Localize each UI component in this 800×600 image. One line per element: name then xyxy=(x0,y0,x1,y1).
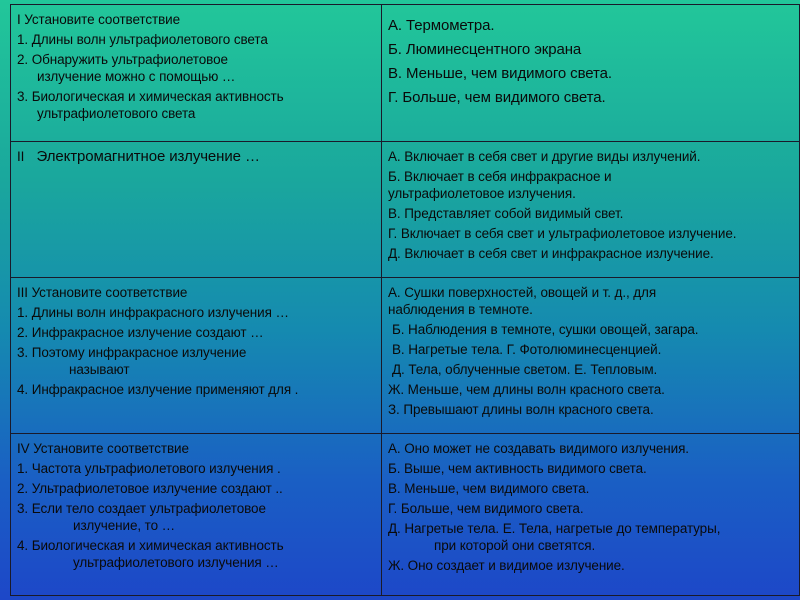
answer-option: Б. Люминесцентного экрана xyxy=(388,41,582,58)
answer-option: А. Включает в себя свет и другие виды излучений. xyxy=(388,149,701,164)
table-row xyxy=(11,142,800,278)
question-cell xyxy=(11,434,382,596)
answer-option: Ж. Оно создает и видимое излучение. xyxy=(388,558,625,573)
list-item-continuation: излучение, то … xyxy=(73,518,176,533)
answer-option: Г. Включает в себя свет и ультрафиолетовое излучение. xyxy=(388,226,737,241)
cell-heading: III Установите соответствие xyxy=(17,285,188,300)
list-item-continuation: называют xyxy=(69,362,130,377)
list-item: 1. Длины волн инфракрасного излучения … xyxy=(17,305,289,320)
question-cell xyxy=(11,278,382,434)
list-item: 1. Частота ультрафиолетового излучения . xyxy=(17,461,281,476)
section-number: II xyxy=(17,149,25,164)
list-item: 3. Если тело создает ультрафиолетовое xyxy=(17,501,266,516)
answer-option: Д. Тела, облученные светом. Е. Тепловым. xyxy=(392,362,658,377)
answer-option: В. Представляет собой видимый свет. xyxy=(388,206,624,221)
answer-option: В. Нагретые тела. Г. Фотолюминесценцией. xyxy=(392,342,662,357)
answer-option: А. Оно может не создавать видимого излучения. xyxy=(388,441,689,456)
answer-option-continuation: наблюдения в темноте. xyxy=(388,302,533,317)
list-item: 4. Биологическая и химическая активность xyxy=(17,538,284,553)
answer-cell xyxy=(382,434,800,596)
question-text: Электромагнитное излучение … xyxy=(36,148,260,165)
answer-option: Д. Включает в себя свет и инфракрасное излучение. xyxy=(388,246,714,261)
list-item-continuation: ультрафиолетового излучения … xyxy=(73,555,279,570)
answer-cell xyxy=(382,142,800,278)
table-row xyxy=(11,278,800,434)
table-row xyxy=(11,434,800,596)
list-item: 3. Поэтому инфракрасное излучение xyxy=(17,345,247,360)
list-item: 2. Инфракрасное излучение создают … xyxy=(17,325,264,340)
list-item: 4. Инфракрасное излучение применяют для . xyxy=(17,382,299,397)
list-item-continuation: ультрафиолетового света xyxy=(37,106,196,121)
answer-option: Б. Включает в себя инфракрасное и xyxy=(388,169,612,184)
answer-option: Г. Больше, чем видимого света. xyxy=(388,501,584,516)
answer-cell xyxy=(382,278,800,434)
list-item-continuation: излучение можно с помощью … xyxy=(37,69,236,84)
answer-option: Б. Выше, чем активность видимого света. xyxy=(388,461,647,476)
answer-option: Г. Больше, чем видимого света. xyxy=(388,89,606,106)
answer-option: А. Сушки поверхностей, овощей и т. д., для xyxy=(388,285,657,300)
cell-heading xyxy=(17,148,375,165)
answer-option: Б. Наблюдения в темноте, сушки овощей, загара. xyxy=(392,322,699,337)
list-item: 1. Длины волн ультрафиолетового света xyxy=(17,32,268,47)
cell-heading: IV Установите соответствие xyxy=(17,441,189,456)
answer-option: В. Меньше, чем видимого света. xyxy=(388,65,612,82)
cell-heading: I Установите соответствие xyxy=(17,12,181,27)
matching-table xyxy=(10,4,800,596)
answer-option: Д. Нагретые тела. Е. Тела, нагретые до температуры, xyxy=(388,521,721,536)
list-item: 2. Ультрафиолетовое излучение создают .. xyxy=(17,481,283,496)
answer-option-continuation: ультрафиолетовое излучения. xyxy=(388,186,576,201)
answer-option-continuation: при которой они светятся. xyxy=(434,538,596,553)
answer-option: З. Превышают длины волн красного света. xyxy=(388,402,654,417)
answer-option: В. Меньше, чем видимого света. xyxy=(388,481,590,496)
list-item: 3. Биологическая и химическая активность xyxy=(17,89,284,104)
answer-option: Ж. Меньше, чем длины волн красного света. xyxy=(388,382,665,397)
answer-option: А. Термометра. xyxy=(388,17,495,34)
list-item: 2. Обнаружить ультрафиолетовое xyxy=(17,52,228,67)
question-cell xyxy=(11,142,382,278)
answer-cell xyxy=(382,5,800,142)
table-row xyxy=(11,5,800,142)
question-cell xyxy=(11,5,382,142)
